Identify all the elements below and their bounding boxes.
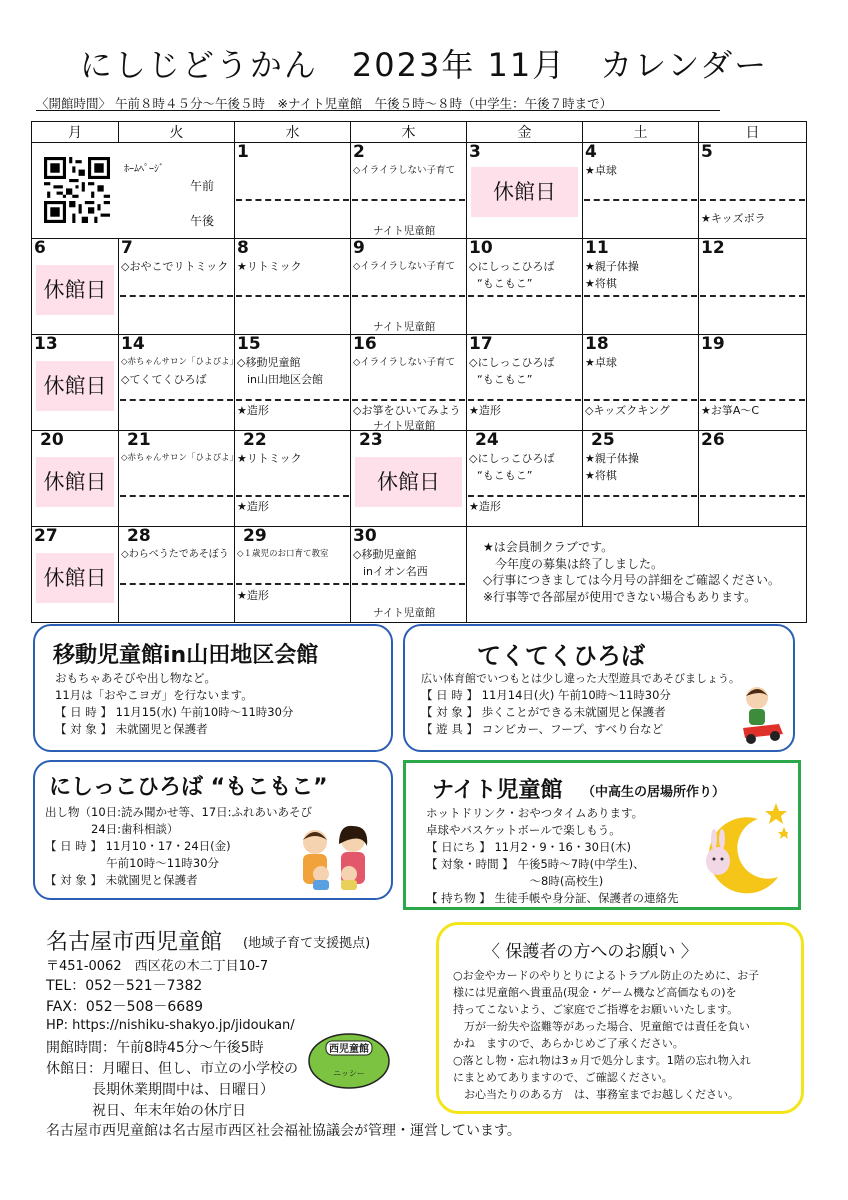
family-icon — [293, 824, 379, 892]
note-line: ★は会員制クラブです。 — [483, 540, 614, 554]
note-line: ※行事等で各部屋が使用できない場合もあります。 — [483, 589, 757, 604]
homepage-label: ﾎｰﾑﾍﾟｰｼﾞ — [124, 164, 164, 175]
day-cell — [351, 143, 467, 239]
day-cell — [467, 239, 583, 335]
event: ◇イライラしない子育て — [353, 357, 456, 368]
idou-box — [33, 624, 393, 752]
day-number: 18 — [585, 334, 609, 354]
idou-line: 11月は「おやこヨガ」を行ないます。 — [55, 688, 253, 702]
event: ★リトミック — [237, 452, 302, 465]
event: ◇にしっこひろば — [469, 452, 555, 465]
day-number: 2 — [353, 142, 365, 162]
night-title: ナイト児童館 — [432, 778, 563, 803]
night-subtitle: （中高生の居場所作り） — [582, 785, 726, 800]
child-on-car-icon — [735, 684, 787, 746]
event: ★卓球 — [585, 356, 617, 369]
day-cell — [351, 527, 467, 623]
day-number: 23 — [359, 430, 383, 450]
hours-underline — [36, 110, 720, 111]
center-name-sub: (地域子育て支援拠点) — [243, 936, 371, 951]
divider — [468, 295, 581, 297]
tekuteku-line: 【 遊 具 】 コンビカー、フープ、すべり台など — [421, 722, 664, 736]
closed-label: 休館日 — [36, 265, 114, 315]
request-line: ○落とし物・忘れ物は3ヵ月で処分します。1階の忘れ物入れ — [453, 1054, 751, 1067]
divider — [584, 199, 697, 201]
request-line: かね ますので、あらかじめご了承ください。 — [453, 1037, 684, 1050]
day-number: 22 — [243, 430, 267, 450]
event: ◇にしっこひろば — [469, 356, 555, 369]
center-name: 名古屋市西児童館 — [46, 930, 223, 955]
day-cell — [119, 334, 239, 431]
event: “もこもこ” — [477, 373, 533, 386]
divider — [120, 583, 233, 585]
event: ★造形 — [237, 404, 269, 417]
event: ◇移動児童館 — [237, 356, 301, 369]
week-row — [32, 239, 807, 335]
open-hours: 開館時間：午前8時45分～午後5時 — [46, 1040, 264, 1056]
divider — [236, 583, 349, 585]
weekday-header-row — [32, 122, 807, 143]
night-line: ～8時(高校生) — [426, 874, 604, 888]
day-number: 3 — [469, 142, 481, 162]
event: ◇赤ちゃんサロン「ひよぴよ」 — [121, 453, 239, 463]
event: ★親子体操 — [585, 452, 639, 465]
postal-address: 〒451-0062 西区花の木二丁目10-7 — [46, 959, 269, 974]
divider — [352, 583, 465, 585]
divider — [468, 495, 581, 497]
idou-line: 【 対 象 】 未就園児と保護者 — [55, 722, 208, 736]
day-number: 15 — [237, 334, 261, 354]
day-cell — [351, 239, 467, 335]
mascot-label: 西児童館 — [329, 1044, 369, 1055]
legend-cell — [32, 143, 235, 239]
event: ★リトミック — [237, 260, 302, 273]
divider — [120, 295, 233, 297]
day-cell — [32, 431, 119, 527]
day-cell — [32, 335, 119, 431]
request-line: お心当たりのある方 は、事務室までお越しください。 — [453, 1088, 739, 1101]
event: ◇キッズクキング — [585, 404, 670, 417]
fax: FAX：052－508－6689 — [46, 999, 204, 1015]
notes — [483, 539, 780, 605]
day-number: 8 — [237, 238, 249, 258]
night-label: ナイト児童館 — [373, 225, 436, 237]
event: ◇おやこでリトミック — [121, 260, 229, 273]
event: ★将棋 — [585, 277, 617, 290]
footer-note: 名古屋市西児童館は名古屋市西区社会福祉協議会が管理・運営しています。 — [46, 1123, 521, 1139]
day-number: 7 — [121, 238, 133, 258]
event: in山田地区会館 — [247, 373, 324, 386]
day-number: 28 — [127, 526, 151, 546]
day-cell — [235, 431, 351, 527]
divider — [700, 199, 805, 201]
closed-days: 長期休業期間中は、日曜日） — [92, 1082, 274, 1098]
request-line: 万が一紛失や盗難等があった場合、児童館では責任を負い — [453, 1020, 750, 1033]
opening-hours: 〈開館時間〉 午前８時４５分～午後５時 ※ナイト児童館 午後５時～８時（中学生：午後７時まで） — [36, 96, 613, 111]
day-number: 12 — [701, 238, 725, 258]
pm-label: 午後 — [190, 214, 215, 228]
tekuteku-title: てくてくひろば — [477, 642, 645, 670]
idou-line: 【 日 時 】 11月15(水) 午前10時～11時30分 — [55, 705, 294, 719]
request-line: にまとめてありますので、ご確認ください。 — [453, 1071, 673, 1084]
closed-label: 休館日 — [471, 167, 578, 217]
event: ◇にしっこひろば — [469, 260, 555, 273]
note-line: ◇行事につきましては今月号の詳細をご確認ください。 — [483, 573, 780, 587]
day-cell — [32, 239, 119, 335]
am-label: 午前 — [190, 179, 215, 193]
day-number: 21 — [127, 430, 151, 450]
nishikko-title: にしっこひろば “もこもこ” — [49, 775, 328, 800]
day-cell — [119, 239, 235, 335]
tekuteku-line: 広い体育館でいつもとは少し違った大型遊具であそびましょう。 — [421, 672, 740, 685]
tekuteku-line: 【 日 時 】 11月14日(火) 午前10時～11時30分 — [421, 688, 671, 702]
weekday-wed: 水 — [235, 122, 351, 143]
divider — [700, 399, 805, 401]
day-cell — [583, 239, 699, 335]
event: ★親子体操 — [585, 260, 639, 273]
divider — [120, 495, 233, 497]
day-cell — [699, 431, 807, 527]
note-line: 今年度の募集は終了しました。 — [483, 556, 664, 571]
event: ★キッズボラ — [701, 212, 766, 225]
event: ★卓球 — [585, 164, 617, 177]
day-cell — [235, 335, 351, 431]
tekuteku-box — [403, 624, 795, 752]
day-cell — [119, 527, 235, 623]
day-number: 10 — [469, 238, 493, 258]
idou-line: おもちゃあそびや出し物など。 — [55, 671, 216, 685]
week-row — [32, 143, 807, 239]
divider — [236, 199, 349, 201]
mascot-name: ニッシー — [333, 1069, 365, 1078]
day-number: 11 — [585, 238, 609, 258]
night-label: ナイト児童館 — [373, 420, 436, 432]
event: ◇赤ちゃんサロン「ひよぴよ」 — [121, 357, 239, 367]
weekday-thu: 木 — [351, 122, 467, 143]
event: ★造形 — [469, 404, 501, 417]
divider — [120, 399, 233, 401]
event: ◇イライラしない子育て — [353, 261, 456, 272]
request-line: 持ってこないよう、ご家庭でご指導をお願いいたします。 — [453, 1003, 739, 1016]
nishikko-line: 【 対 象 】 未就園児と保護者 — [45, 873, 198, 887]
event: ◇１歳児のお口育て教室 — [237, 549, 329, 559]
night-line: 【 対象・時間 】 午後5時～7時(中学生)、 — [426, 857, 645, 871]
day-number: 30 — [353, 526, 377, 546]
closed-label: 休館日 — [355, 457, 462, 507]
day-number: 25 — [591, 430, 615, 450]
event: ★お箏A～C — [701, 404, 760, 417]
day-number: 6 — [34, 238, 46, 258]
event: ★造形 — [237, 589, 269, 602]
divider — [584, 399, 697, 401]
day-cell — [467, 335, 583, 431]
closed-label: 休館日 — [36, 553, 114, 603]
qr-code-icon — [44, 157, 110, 223]
day-number: 26 — [701, 430, 725, 450]
day-number: 27 — [34, 526, 58, 546]
day-number: 24 — [475, 430, 499, 450]
event: ★造形 — [237, 500, 269, 513]
weekday-tue: 火 — [119, 122, 235, 143]
week-row — [32, 431, 807, 527]
homepage-url[interactable]: HP: https://nishiku-shakyo.jp/jidoukan/ — [46, 1018, 295, 1033]
event: ◇お箏をひいてみよう — [353, 404, 461, 417]
weekday-sat: 土 — [583, 122, 699, 143]
nishikko-line: 午前10時～11時30分 — [45, 856, 220, 870]
day-number: 17 — [469, 334, 493, 354]
day-cell — [351, 335, 467, 431]
notes-cell — [467, 527, 807, 623]
mascot-logo-icon — [306, 1027, 392, 1091]
divider — [236, 495, 349, 497]
day-cell — [235, 527, 351, 623]
closed-days: 休館日：月曜日、但し、市立の小学校の — [46, 1061, 298, 1077]
page-title: にしじどうかん 2023年 11月 カレンダー — [79, 46, 769, 84]
day-number: 1 — [237, 142, 249, 162]
day-cell — [467, 431, 583, 527]
event: “もこもこ” — [477, 277, 533, 290]
event: “もこもこ” — [477, 469, 533, 482]
divider — [236, 399, 349, 401]
closed-days: 祝日、年末年始の休庁日 — [92, 1103, 246, 1119]
nishikko-box — [33, 760, 393, 900]
weekday-mon: 月 — [32, 122, 119, 143]
divider — [584, 295, 697, 297]
night-box — [403, 760, 801, 910]
day-cell — [119, 430, 239, 527]
event: ◇イライラしない子育て — [353, 165, 456, 176]
event: ◇てくてくひろば — [121, 373, 207, 386]
day-cell — [583, 431, 699, 527]
night-line: ホットドリンク・おやつタイムあります。 — [426, 806, 644, 820]
day-number: 20 — [40, 430, 64, 450]
divider — [352, 295, 465, 297]
divider — [700, 495, 805, 497]
closed-label: 休館日 — [36, 457, 114, 507]
weekday-sun: 日 — [699, 122, 807, 143]
day-number: 13 — [34, 334, 58, 354]
day-number: 29 — [243, 526, 267, 546]
weekday-fri: 金 — [467, 122, 583, 143]
day-cell — [467, 143, 583, 239]
nishikko-line: 出し物（10日:読み聞かせ等、17日:ふれあいあそび — [45, 805, 313, 819]
day-number: 16 — [353, 334, 377, 354]
day-number: 5 — [701, 142, 713, 162]
day-cell — [32, 527, 119, 623]
divider — [352, 199, 465, 201]
request-title: 〈 保護者の方へのお願い 〉 — [483, 942, 698, 962]
day-number: 14 — [121, 334, 145, 354]
day-number: 19 — [701, 334, 725, 354]
night-line: 卓球やバスケットボールで楽しもう。 — [426, 823, 621, 837]
calendar-table — [31, 121, 807, 623]
event: ★将棋 — [585, 469, 617, 482]
idou-title: 移動児童館in山田地区会館 — [53, 643, 319, 668]
event: ◇移動児童館 — [353, 548, 417, 561]
day-cell — [583, 335, 699, 431]
day-cell — [699, 335, 807, 431]
divider — [584, 495, 697, 497]
request-box — [436, 922, 804, 1114]
divider — [468, 399, 581, 401]
night-line: 【 日にち 】 11月2・9・16・30日(木) — [426, 840, 631, 854]
divider — [352, 399, 465, 401]
divider — [700, 295, 805, 297]
nishikko-line: 【 日 時 】 11月10・17・24日(金) — [45, 839, 231, 853]
event: inイオン名西 — [363, 565, 428, 578]
day-cell — [699, 143, 807, 239]
nishikko-line: 24日:歯科相談） — [45, 822, 179, 836]
day-cell — [235, 239, 351, 335]
divider — [236, 295, 349, 297]
request-line: 様には児童館へ貴重品(現金・ゲーム機など高価なもの)を — [453, 986, 737, 999]
day-number: 9 — [353, 238, 365, 258]
moon-rabbit-icon — [688, 799, 788, 899]
day-cell — [583, 143, 699, 239]
day-cell — [699, 239, 807, 335]
request-line: ○お金やカードのやりとりによるトラブル防止のために、お子 — [453, 969, 760, 982]
closed-label: 休館日 — [36, 361, 114, 411]
tel: TEL：052－521－7382 — [46, 978, 203, 994]
day-number: 4 — [585, 142, 597, 162]
week-row — [32, 527, 807, 623]
week-row — [32, 335, 807, 431]
tekuteku-line: 【 対 象 】 歩くことができる未就園児と保護者 — [421, 705, 666, 719]
day-cell — [235, 143, 351, 239]
night-label: ナイト児童館 — [373, 607, 436, 619]
event: ◇わらべうたであそぼう — [121, 549, 229, 560]
event: ★造形 — [469, 500, 501, 513]
night-line: 【 持ち物 】 生徒手帳や身分証、保護者の連絡先 — [426, 891, 679, 905]
day-cell — [351, 431, 467, 527]
night-label: ナイト児童館 — [373, 321, 436, 333]
